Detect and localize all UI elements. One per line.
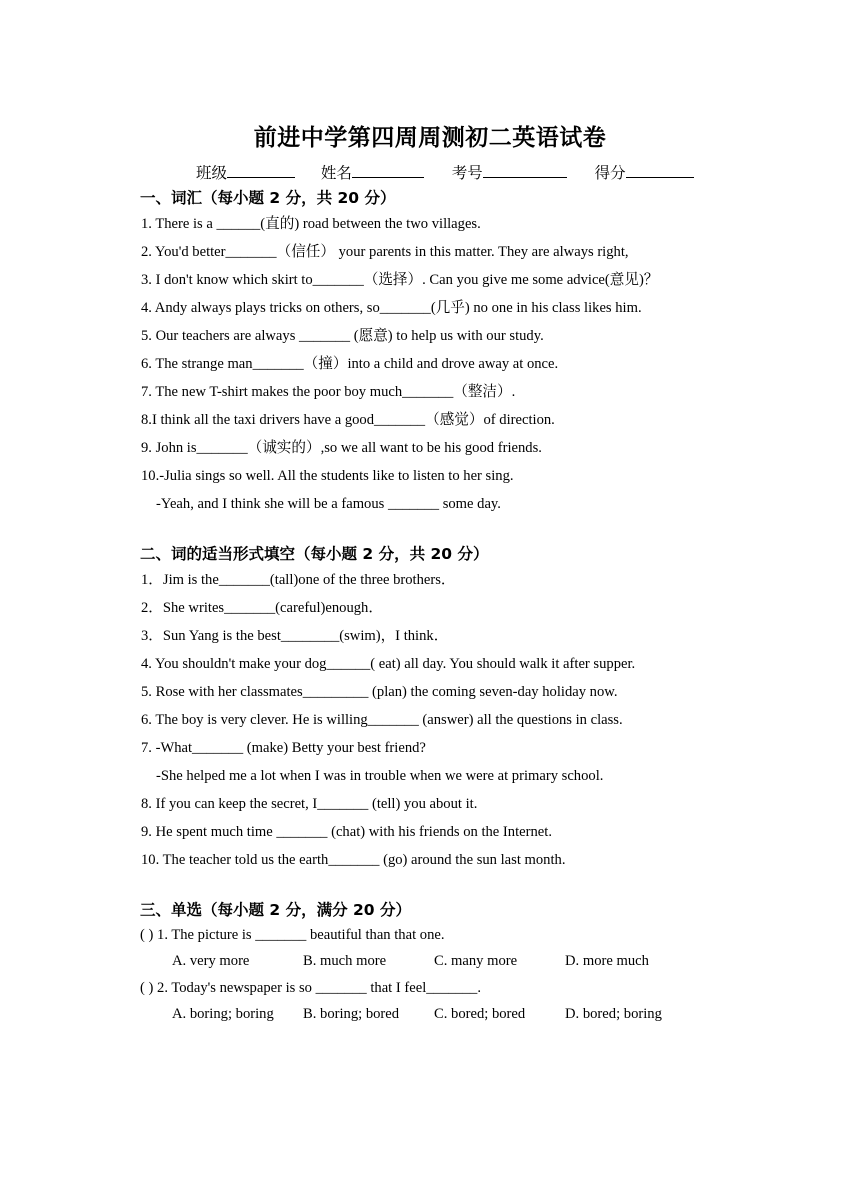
s3-q2-option-b: B. boring; bored	[303, 1006, 400, 1022]
name-blank	[352, 163, 424, 178]
s1-question-4: 4. Andy always plays tricks on others, so_______(几乎) no one in his class likes him.	[141, 300, 642, 316]
score-blank	[626, 163, 694, 178]
s1-question-7: 7. The new T-shirt makes the poor boy much_______（整洁）.	[141, 384, 516, 400]
s3-q1-option-b: B. much more	[303, 953, 387, 969]
s1-question-8: 8.I think all the taxi drivers have a good_______（感觉）of direction.	[141, 412, 555, 428]
s2-question-10: 10. The teacher told us the earth_______ (go) around the sun last month.	[141, 852, 566, 868]
s1-question-5: 5. Our teachers are always _______ (愿意) to help us with our study.	[141, 328, 544, 344]
s2-question-8: 8. If you can keep the secret, I_______ (tell) you about it.	[141, 796, 478, 812]
s1-question-2: 2. You'd better_______（信任） your parents in this matter. They are always right,	[141, 244, 629, 260]
s1-question-9: 9. John is_______（诚实的）,so we all want to be his good friends.	[141, 440, 542, 456]
s3-question-2: ( ) 2. Today's newspaper is so _______ that I feel_______.	[140, 980, 481, 996]
s2-question-2: 2．She writes_______(careful)enough．	[141, 600, 383, 616]
s2-question-9: 9. He spent much time _______ (chat) with his friends on the Internet.	[141, 824, 552, 840]
section3-heading: 三、单选（每小题 2 分，满分 20 分）	[140, 901, 411, 919]
exam-title: 前进中学第四周周测初二英语试卷	[253, 125, 607, 151]
s2-question-4: 4. You shouldn't make your dog______( eat) all day. You should walk it after supper.	[141, 656, 636, 672]
s2-question-6: 6. The boy is very clever. He is willing_______ (answer) all the questions in class.	[141, 712, 623, 728]
number-blank	[483, 163, 567, 178]
name-label: 姓名	[320, 164, 352, 182]
s2-question-5: 5. Rose with her classmates_________ (plan) the coming seven-day holiday now.	[141, 684, 618, 700]
s2-question-7-reply: -She helped me a lot when I was in trouble when we were at primary school.	[156, 768, 604, 784]
s3-q1-option-a: A. very more	[172, 953, 250, 969]
s3-question-1: ( ) 1. The picture is _______ beautiful than that one.	[140, 927, 445, 943]
section1-heading: 一、词汇（每小题 2 分，共 20 分）	[140, 189, 396, 207]
s3-q1-option-c: C. many more	[434, 953, 518, 969]
section2-heading: 二、词的适当形式填空（每小题 2 分，共 20 分）	[140, 545, 489, 563]
s3-q2-option-a: A. boring; boring	[172, 1006, 274, 1022]
s1-question-10: 10.-Julia sings so well. All the students like to listen to her sing.	[141, 468, 514, 484]
s3-q2-option-d: D. bored; boring	[565, 1006, 662, 1022]
s3-q1-option-d: D. more much	[565, 953, 649, 969]
s1-question-3: 3. I don't know which skirt to_______（选择）. Can you give me some advice(意见)？	[141, 272, 659, 288]
s1-question-6: 6. The strange man_______（撞）into a child and drove away at once.	[141, 356, 559, 372]
s1-question-10-reply: -Yeah, and I think she will be a famous _______ some day.	[156, 496, 501, 512]
score-label: 得分	[594, 164, 626, 182]
s2-question-1: 1．Jim is the_______(tall)one of the three brothers．	[141, 572, 456, 588]
s1-question-1: 1. There is a ______(直的) road between the two villages.	[141, 216, 481, 232]
class-blank	[227, 163, 295, 178]
class-label: 班级	[196, 164, 228, 182]
student-info-row	[196, 161, 694, 183]
s3-q2-option-c: C. bored; bored	[434, 1006, 526, 1022]
s2-question-7: 7. -What_______ (make) Betty your best friend?	[141, 740, 426, 756]
s2-question-3: 3．Sun Yang is the best________(swim)，I think．	[141, 628, 449, 644]
number-label: 考号	[451, 164, 483, 182]
